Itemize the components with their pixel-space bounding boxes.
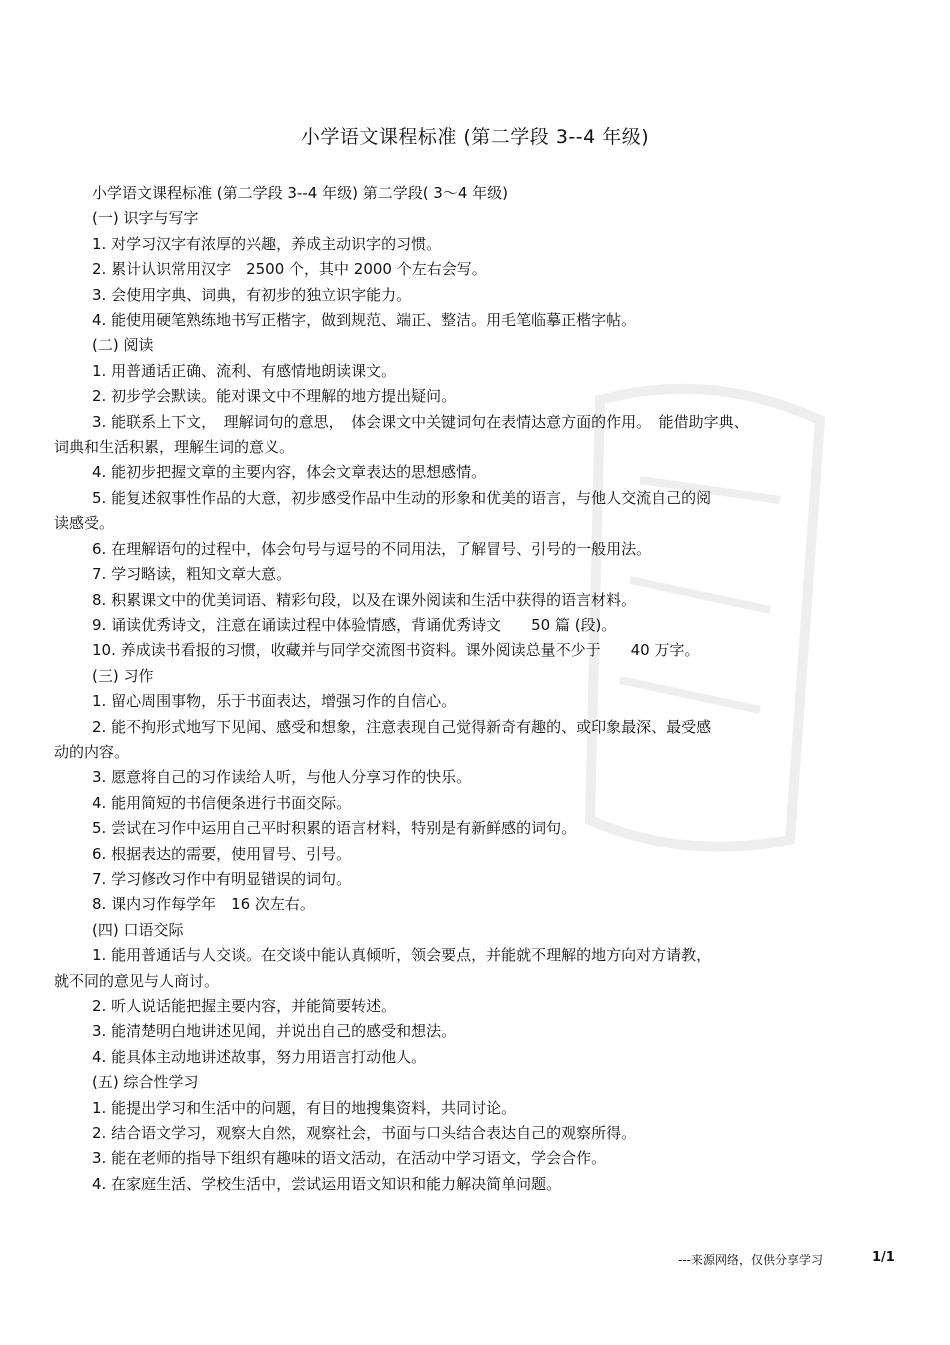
text-line: 2. 听人说话能把握主要内容，并能简要转述。 [92, 997, 397, 1015]
text-line: 4. 能用简短的书信便条进行书面交际。 [92, 793, 352, 812]
text-line: 1. 能提出学习和生活中的问题，有目的地搜集资料，共同讨论。 [92, 1098, 517, 1117]
text-line: 1. 用普通话正确、流利、有感情地朗读课文。 [92, 361, 397, 380]
text-line: 就不同的意见与人商讨。 [54, 971, 220, 990]
text-line: 4. 能初步把握文章的主要内容，体会文章表达的思想感情。 [92, 463, 487, 482]
text-line: 小学语文课程标准 (第二学段 3--4 年级) 第二学段( 3～4 年级) [92, 184, 509, 202]
document-body [54, 181, 894, 1197]
text-line: 7. 学习修改习作中有明显错误的词句。 [92, 869, 352, 888]
text-line: 1. 对学习汉字有浓厚的兴趣，养成主动识字的习惯。 [92, 234, 442, 253]
text-line: (三) 习作 [92, 666, 154, 685]
text-line: 3. 会使用字典、词典，有初步的独立识字能力。 [92, 285, 412, 304]
document-title: 小学语文课程标准 (第二学段 3--4 年级) [300, 126, 650, 148]
text-line: 7. 学习略读，粗知文章大意。 [92, 565, 292, 584]
text-line: 读感受。 [54, 514, 115, 533]
page-number: 1/1 [872, 1250, 895, 1265]
text-line: (二) 阅读 [92, 336, 154, 355]
text-line: 3. 愿意将自己的习作读给人听，与他人分享习作的快乐。 [92, 768, 472, 787]
text-line: 4. 能具体主动地讲述故事，努力用语言打动他人。 [92, 1047, 427, 1066]
text-line: 9. 诵读优秀诗文，注意在诵读过程中体验情感，背诵优秀诗文 50 篇 (段)。 [92, 615, 617, 634]
text-line: 5. 尝试在习作中运用自己平时积累的语言材料，特别是有新鲜感的词句。 [92, 819, 577, 838]
text-line: 10. 养成读书看报的习惯，收藏并与同学交流图书资料。课外阅读总量不少于 40 万字。 [92, 641, 700, 660]
text-line: 词典和生活积累，理解生词的意义。 [54, 438, 295, 457]
text-line: 6. 根据表达的需要，使用冒号、引号。 [92, 844, 352, 863]
text-line: 8. 积累课文中的优美词语、精彩句段，以及在课外阅读和生活中获得的语言材料。 [92, 590, 637, 609]
text-line: 4. 在家庭生活、学校生活中，尝试运用语文知识和能力解决简单问题。 [92, 1174, 562, 1193]
text-line: (五) 综合性学习 [92, 1073, 199, 1092]
text-line: 4. 能使用硬笔熟练地书写正楷字，做到规范、端正、整洁。用毛笔临摹正楷字帖。 [92, 311, 637, 330]
text-line: 1. 留心周围事物，乐于书面表达，增强习作的自信心。 [92, 692, 457, 711]
text-line: 3. 能联系上下文， 理解词句的意思， 体会课文中关键词句在表情达意方面的作用。 能借助字典、 [92, 412, 749, 431]
text-line: 动的内容。 [54, 742, 130, 761]
text-line: 2. 初步学会默读。能对课文中不理解的地方提出疑问。 [92, 387, 457, 406]
text-line: (一) 识字与写字 [92, 209, 199, 228]
text-line: 6. 在理解语句的过程中，体会句号与逗号的不同用法，了解冒号、引号的一般用法。 [92, 539, 652, 558]
text-line: 3. 能清楚明白地讲述见闻，并说出自己的感受和想法。 [92, 1022, 457, 1041]
text-line: 3. 能在老师的指导下组织有趣味的语文活动，在活动中学习语文，学会合作。 [92, 1149, 607, 1168]
text-line: 5. 能复述叙事性作品的大意，初步感受作品中生动的形象和优美的语言，与他人交流自己的阅 [92, 488, 712, 507]
footer-source-note: ---来源网络，仅供分享学习 [678, 1253, 823, 1267]
text-line: 2. 能不拘形式地写下见闻、感受和想象，注意表现自己觉得新奇有趣的、或印象最深、最受感 [92, 717, 712, 736]
text-line: (四) 口语交际 [92, 920, 184, 939]
text-line: 1. 能用普通话与人交谈。在交谈中能认真倾听，领会要点，并能就不理解的地方向对方请教， [92, 946, 712, 965]
text-line: 2. 累计认识常用汉字 2500 个，其中 2000 个左右会写。 [92, 260, 487, 279]
text-line: 8. 课内习作每学年 16 次左右。 [92, 895, 315, 914]
text-line: 2. 结合语文学习，观察大自然，观察社会，书面与口头结合表达自己的观察所得。 [92, 1124, 637, 1143]
